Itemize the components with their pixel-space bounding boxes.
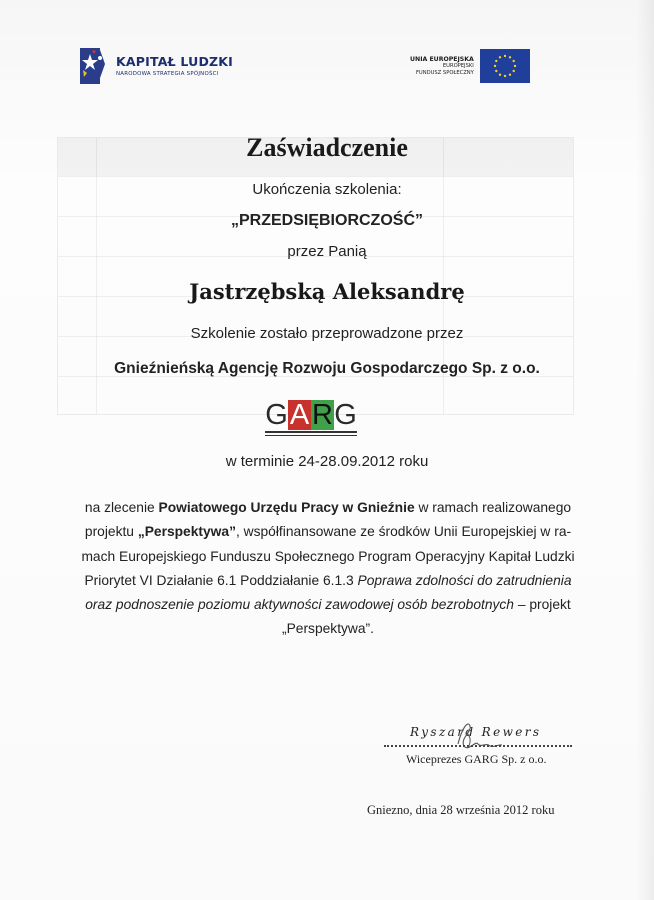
certificate-title: Zaświadczenie: [246, 133, 408, 162]
paragraph-part-1: na zlecenie: [84, 500, 159, 515]
garg-letter-a: A: [289, 399, 310, 431]
eu-line-2: EUROPEJSKI: [442, 62, 474, 69]
eu-line-1: UNIA EUROPEJSKA: [410, 55, 474, 63]
course-name: „PRZEDSIĘBIORCZOŚĆ”: [230, 212, 423, 229]
organizer-name: Gnieźnieńską Agencję Rozwoju Gospodarczego Sp. z o.o.: [114, 360, 540, 377]
training-date-range: w terminie 24-28.09.2012 roku: [225, 453, 429, 470]
garg-logo: [265, 399, 357, 437]
paragraph-part-3: w ramach realizowanego projektu: [84, 500, 572, 540]
garg-letter-g1: G: [265, 399, 288, 431]
kapital-ludzki-star-icon: [78, 44, 108, 86]
paragraph-office-name: Powiatowego Urzędu Pracy w Gnieźnie: [158, 500, 415, 515]
paragraph-project-name: „Perspektywa”: [137, 524, 236, 540]
place-and-date: Gniezno, dnia 28 września 2012 roku: [367, 803, 555, 817]
kapital-ludzki-title: KAPITAŁ LUDZKI: [116, 53, 234, 69]
paragraph-part-5: , współfinansowane ze środków Unii Europejskiej w ra-mach Europejskiego Funduszu Społecznego Program Operacyjny Kapitał Ludzki Priorytet VI Działanie 6.1 Poddziałanie 6.1.3: [81, 524, 575, 588]
eu-flag-icon: [480, 49, 530, 83]
conducted-label: Szkolenie zostało przeprowadzone przez: [190, 325, 464, 342]
eu-logo: [410, 49, 530, 83]
participant-name: Jastrzębską Aleksandrę: [189, 279, 465, 304]
funding-paragraph: [78, 496, 578, 642]
kapital-ludzki-logo: [78, 44, 233, 86]
garg-letter-r: R: [312, 399, 333, 431]
signatory-role: Wiceprezes GARG Sp. z o.o.: [406, 752, 547, 766]
garg-letter-g2: G: [334, 399, 357, 431]
paragraph-part-7: – projekt „Perspektywa”.: [281, 597, 571, 637]
completion-label: Ukończenia szkolenia:: [252, 181, 402, 198]
kapital-ludzki-subtitle: NARODOWA STRATEGIA SPÓJNOŚCI: [116, 70, 219, 77]
by-label: przez Panią: [287, 243, 367, 260]
signatory-name: Ryszard Rewers: [410, 725, 542, 739]
eu-line-3: FUNDUSZ SPOŁECZNY: [415, 69, 474, 76]
garg-underline: [265, 431, 357, 433]
paragraph-measure-title: Poprawa zdolności do zatrudnienia oraz podnoszenie poziomu aktywności zawodowej osób bezrobotnych: [85, 572, 572, 613]
garg-underline-thin: [265, 435, 357, 436]
signature-dotted-line: [384, 745, 572, 747]
handwritten-signature: [448, 718, 508, 756]
